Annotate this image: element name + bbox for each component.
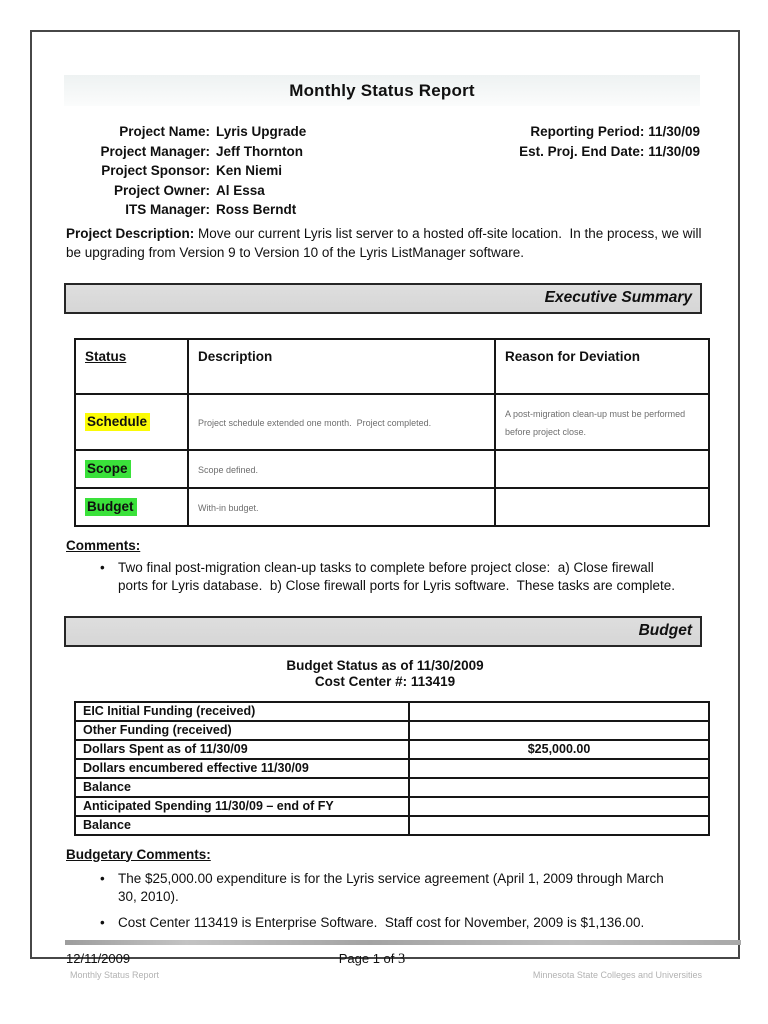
footer-org-name: Minnesota State Colleges and Universities [532,969,702,980]
comment-text: Two final post-migration clean-up tasks to complete before project close: a) Close firewall ports for Lyris database. b) Close firewall ports for Lyris software. These tasks are complete. [118,559,675,593]
table-row [75,721,709,740]
footer-top-row [66,951,702,968]
field-value: Ken Niemi [216,163,283,178]
comment-item [100,914,702,932]
field-value: Lyris Upgrade [216,124,307,139]
table-row [75,702,709,721]
budget-table [74,701,710,836]
field-label: Project Sponsor: [101,163,210,178]
project-info-right [519,122,700,220]
budget-row-label: Dollars Spent as of 11/30/09 [75,740,409,759]
table-row [75,450,709,488]
budget-row-value [409,721,709,740]
budgetary-comments-section [66,847,702,932]
field-label: Project Owner: [113,182,210,198]
page-total: 3 [398,950,406,967]
footer-doc-name: Monthly Status Report [70,969,160,980]
budget-row-label: Other Funding (received) [75,721,409,740]
budget-row-label: Anticipated Spending 11/30/09 – end of FY [75,797,409,816]
page-number: Page 1 of 3 [338,950,406,967]
budget-row-label: Balance [75,778,409,797]
executive-summary-banner-label: Executive Summary [544,289,692,306]
footer-date: 12/11/2009 [66,950,131,966]
status-badge: Budget [85,498,137,516]
est-proj-end-date: Est. Proj. End Date: 11/30/09 [519,143,700,159]
table-row [75,816,709,835]
table-row [75,759,709,778]
col-header-description: Description [188,339,495,394]
field-value: Al Essa [216,182,265,198]
comments-label: Comments: [66,537,141,553]
footer-bottom-row [66,970,702,980]
budget-row-value: $25,000.00 [409,740,709,759]
budgetary-comments-label: Budgetary Comments: [66,846,211,862]
report-page [30,30,740,980]
project-info [66,122,700,220]
status-reason: A post-migration clean-up must be performed before project close. [505,408,688,437]
budget-row-label: EIC Initial Funding (received) [75,702,409,721]
status-badge: Schedule [85,413,150,431]
page-footer [66,951,702,980]
project-description [66,224,706,262]
bullet-icon: • [100,914,105,930]
table-row [75,394,709,450]
project-description-text: Move our current Lyris list server to a hosted off-site location. In the process, we will be upgrading from Version 9 to Version 10 of the Lyris ListManager software. [66,225,706,260]
budget-row-value [409,816,709,835]
status-table [74,338,710,527]
reporting-period: Reporting Period: 11/30/09 [530,124,700,139]
col-header-reason: Reason for Deviation [495,339,709,394]
budget-status-heading [32,658,738,690]
budget-row-label: Dollars encumbered effective 11/30/09 [75,759,409,778]
comment-item [100,870,702,906]
field-label: ITS Manager: [125,202,210,217]
footer-divider [65,940,741,945]
comment-item [100,559,702,595]
field-value: Ross Berndt [216,202,297,217]
budget-row-label: Balance [75,816,409,835]
field-label: Project Manager: [100,143,210,159]
page-title: Monthly Status Report [289,80,475,100]
comment-text: Cost Center 113419 is Enterprise Software. Staff cost for November, 2009 is $1,136.00. [118,914,645,930]
table-row [75,488,709,526]
status-description: Project schedule extended one month. Project completed. [198,417,432,428]
table-row [75,740,709,759]
budget-status-line1: Budget Status as of 11/30/2009 [286,657,484,673]
table-row [75,797,709,816]
budget-status-line2: Cost Center #: 113419 [314,673,456,689]
budget-row-value [409,702,709,721]
col-header-status: Status [85,348,127,364]
budget-banner [64,616,702,647]
title-band [64,75,700,106]
status-table-header [75,339,709,394]
executive-summary-banner [64,283,702,314]
project-description-label: Project Description: [66,225,195,241]
budget-row-value [409,797,709,816]
comment-text: The $25,000.00 expenditure is for the Lyris service agreement (April 1, 2009 through March 30, 2010). [118,870,668,904]
status-description: Scope defined. [198,464,259,475]
bullet-icon: • [100,870,105,886]
status-description: With-in budget. [198,502,259,513]
budget-row-value [409,778,709,797]
project-info-left [66,122,306,220]
comments-section [66,538,702,595]
budget-row-value [409,759,709,778]
field-value: Jeff Thornton [216,143,303,159]
status-badge: Scope [85,460,131,478]
bullet-icon: • [100,559,105,575]
table-row [75,778,709,797]
budget-banner-label: Budget [638,622,692,639]
field-label: Project Name: [119,124,210,139]
